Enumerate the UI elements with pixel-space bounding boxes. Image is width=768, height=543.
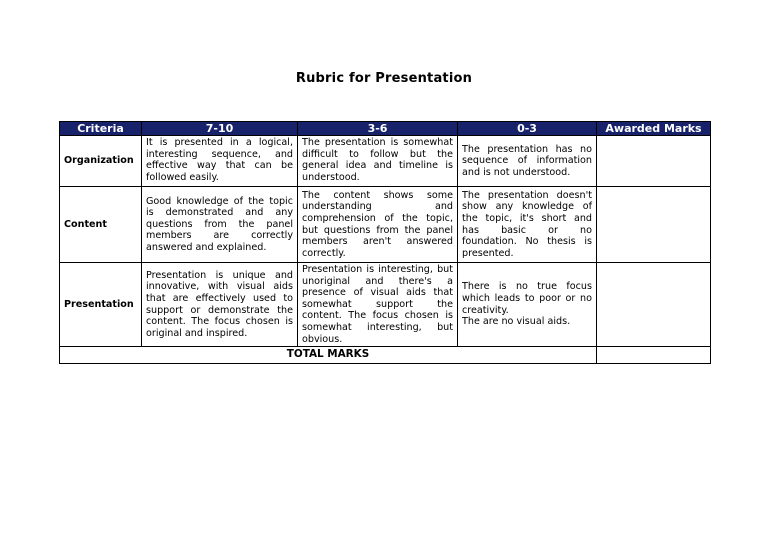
low-score-description: The presentation doesn't show any knowledge of the topic, it's short and has basic or no foundation. No thesis is presented. <box>458 187 597 263</box>
rubric-table <box>59 121 711 364</box>
mid-score-description: The presentation is somewhat difficult to follow but the general idea and timeline is understood. <box>298 136 458 187</box>
low-score-line: There is no true focus which leads to poor or no creativity. <box>462 281 592 316</box>
low-score-line: The are no visual aids. <box>462 316 571 328</box>
header-row <box>60 122 711 136</box>
high-score-description: Good knowledge of the topic is demonstrated and any questions from the panel members are correctly answered and explained. <box>142 187 298 263</box>
high-score-description: Presentation is unique and innovative, with visual aids that are effectively used to support or demonstrate the content. The focus chosen is original and inspired. <box>142 263 298 347</box>
table-row-organization <box>60 136 711 187</box>
criterion-cell: Content <box>60 187 142 263</box>
total-marks-label: TOTAL MARKS <box>60 347 597 364</box>
header-criteria: Criteria <box>60 122 142 136</box>
low-score-description <box>458 263 597 347</box>
table-row-content <box>60 187 711 263</box>
mid-score-description: The content shows some understanding and comprehension of the topic, but questions from the panel members aren't answered correctly. <box>298 187 458 263</box>
header-awarded-marks: Awarded Marks <box>597 122 711 136</box>
page-title: Rubric for Presentation <box>295 71 473 86</box>
header-low-score: 0-3 <box>458 122 597 136</box>
awarded-marks-cell[interactable] <box>597 136 711 187</box>
total-row <box>60 347 711 364</box>
high-score-description: It is presented in a logical, interesting sequence, and effective way that can be followed easily. <box>142 136 298 187</box>
awarded-marks-cell[interactable] <box>597 263 711 347</box>
header-high-score: 7-10 <box>142 122 298 136</box>
criterion-cell: Organization <box>60 136 142 187</box>
mid-score-description: Presentation is interesting, but unoriginal and there's a presence of visual aids that somewhat support the content. The focus chosen is somewhat interesting, but obvious. <box>298 263 458 347</box>
criterion-cell: Presentation <box>60 263 142 347</box>
awarded-marks-cell[interactable] <box>597 187 711 263</box>
header-mid-score: 3-6 <box>298 122 458 136</box>
total-marks-cell[interactable] <box>597 347 711 364</box>
table-row-presentation <box>60 263 711 347</box>
low-score-description: The presentation has no sequence of information and is not understood. <box>458 136 597 187</box>
